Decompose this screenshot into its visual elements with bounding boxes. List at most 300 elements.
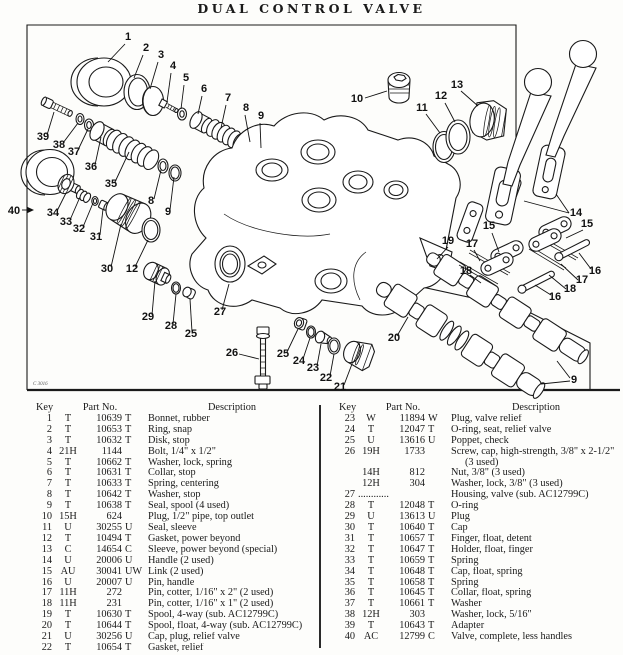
cell-part-prefix: 11H <box>59 598 77 610</box>
callout-number: 6 <box>200 83 208 95</box>
cell-key: 21 <box>41 631 52 643</box>
cell-part-suffix: T <box>428 587 435 599</box>
part-10-pipe-plug <box>388 73 410 104</box>
cell-part-number: 13613 <box>399 511 425 523</box>
cell-part-suffix: T <box>428 423 435 435</box>
header-description: Description <box>207 402 257 413</box>
cell-part-suffix: T <box>125 467 132 479</box>
cell-part-number: 10632 <box>96 434 122 446</box>
table-row <box>333 567 621 578</box>
cell-part-number: 30041 <box>96 565 122 577</box>
table-row <box>333 523 621 534</box>
callout-number: 32 <box>72 223 86 235</box>
cell-description: Bolt, 1/4" x 1/2" <box>148 446 216 457</box>
cell-part-suffix: T <box>428 532 435 544</box>
cell-description: Spool, 4-way (sub. AC12799C) <box>148 610 279 621</box>
cell-description: Seal, sleeve <box>148 522 197 533</box>
table-row <box>333 578 621 589</box>
cell-part-prefix: 12H <box>362 609 380 621</box>
cell-description: Spring <box>451 577 479 588</box>
cell-part-suffix: T <box>428 500 435 512</box>
cell-key: 13 <box>41 543 52 555</box>
cell-part-number: 1733 <box>404 445 425 457</box>
table-row <box>333 501 621 512</box>
cell-description: Cap, float, spring <box>451 566 523 577</box>
cell-key: 25 <box>344 434 355 446</box>
cell-part-suffix: T <box>125 412 132 424</box>
cell-part-suffix: C <box>125 543 132 555</box>
callout-number: 18 <box>563 283 577 295</box>
callout-number: 21 <box>333 381 347 393</box>
table-row <box>30 523 316 534</box>
cell-key: 10 <box>41 511 52 523</box>
part-5-lock-washer <box>178 108 187 120</box>
cell-part-number: 10662 <box>96 456 122 468</box>
cell-part-prefix: ............ <box>358 489 389 501</box>
table-row <box>30 621 316 632</box>
cell-description: Washer, lock, 5/16" <box>451 610 532 621</box>
cell-description: Pin, handle <box>148 577 195 588</box>
table-row <box>333 447 621 469</box>
cell-key: 18 <box>41 598 52 610</box>
cell-part-number: 231 <box>106 598 122 610</box>
cell-key: 29 <box>344 511 355 523</box>
cell-part-prefix: T <box>367 521 375 533</box>
cell-description: Spring <box>451 555 479 566</box>
cell-key: 7 <box>46 478 52 490</box>
cell-part-prefix: W <box>366 412 376 424</box>
cell-part-prefix: T <box>64 532 72 544</box>
cell-part-prefix: T <box>367 423 375 435</box>
cell-key: 38 <box>344 609 355 621</box>
callout-number: 25 <box>276 348 290 360</box>
header-key: Key <box>36 402 54 413</box>
cell-part-suffix: T <box>428 554 435 566</box>
table-column-divider <box>319 405 321 648</box>
cell-key: 30 <box>344 521 355 533</box>
callout-number: 17 <box>575 274 589 286</box>
callout-number: 36 <box>84 161 98 173</box>
cell-part-suffix <box>125 447 145 458</box>
cell-part-prefix: T <box>64 434 72 446</box>
cell-part-number: 1144 <box>101 445 122 457</box>
callout-number: 8 <box>147 195 155 207</box>
cell-part-suffix: UW <box>125 565 143 577</box>
cell-part-prefix: T <box>64 489 72 501</box>
cell-part-number: 12047 <box>399 423 425 435</box>
parts-table-left <box>30 403 316 654</box>
cell-part-number: 624 <box>106 511 122 523</box>
cell-key: 14 <box>41 554 52 566</box>
table-row <box>333 534 621 545</box>
callout-number: 12 <box>434 90 448 102</box>
callout-number: 14 <box>569 207 583 219</box>
cell-key <box>333 468 355 479</box>
callout-number: 37 <box>67 146 81 158</box>
cell-part-number: 10640 <box>399 521 425 533</box>
cell-part-number: 10638 <box>96 500 122 512</box>
cell-key: 16 <box>41 576 52 588</box>
cell-part-prefix: T <box>64 609 72 621</box>
part-25b-check-poppet <box>293 316 308 330</box>
table-row <box>30 436 316 447</box>
cell-part-number: 12048 <box>399 500 425 512</box>
callout-number: 33 <box>59 216 73 228</box>
cell-key: 37 <box>344 598 355 610</box>
cell-part-prefix: U <box>64 631 72 643</box>
cell-part-number: 10639 <box>96 412 122 424</box>
cell-part-suffix: U <box>125 576 133 588</box>
cell-part-number: 12799 <box>399 631 425 643</box>
callout-number: 29 <box>141 311 155 323</box>
cell-key: 22 <box>41 641 52 653</box>
cell-part-suffix: U <box>125 554 133 566</box>
callout-number: 16 <box>588 265 602 277</box>
cell-part-prefix: T <box>367 543 375 555</box>
cell-part-number: 30255 <box>96 521 122 533</box>
part-12a-gasket <box>446 120 470 154</box>
cell-part-number: 13616 <box>399 434 425 446</box>
cell-description: Pin, cotter, 1/16" x 2" (2 used) <box>148 588 274 599</box>
cell-description: Cap <box>451 522 468 533</box>
cell-key: 39 <box>344 620 355 632</box>
callout-number: 35 <box>104 178 118 190</box>
cell-part-number: 10633 <box>96 478 122 490</box>
header-part-no: Part No. <box>385 402 421 413</box>
cell-part-prefix: U <box>64 554 72 566</box>
cell-part-suffix: T <box>125 641 132 653</box>
cell-description: Collar, float, spring <box>451 588 532 599</box>
cell-key: 32 <box>344 543 355 555</box>
cell-part-number: 303 <box>409 609 425 621</box>
table-row <box>333 610 621 621</box>
cell-part-number: 304 <box>409 478 425 490</box>
table-row <box>30 599 316 610</box>
cell-part-suffix: T <box>125 620 132 632</box>
cell-key: 26 <box>344 445 355 457</box>
cell-key: 24 <box>344 423 355 435</box>
callout-number: 4 <box>169 60 177 72</box>
cell-description: Screw, cap, high-strength, 3/8" x 2-1/2" (3 used) <box>451 446 615 468</box>
parts-table-right <box>333 403 621 643</box>
cell-description: Washer, stop <box>148 490 201 501</box>
cell-part-prefix: T <box>64 467 72 479</box>
cell-part-suffix: T <box>125 489 132 501</box>
table-row <box>30 643 316 654</box>
table-row <box>30 414 316 425</box>
part-1-bonnet <box>71 58 131 106</box>
part-16-handle-pins <box>517 238 591 295</box>
cell-part-suffix: C <box>428 631 435 643</box>
callout-number: 27 <box>213 306 227 318</box>
cell-part-suffix: T <box>428 521 435 533</box>
cell-part-prefix: T <box>367 500 375 512</box>
cell-description: Adapter <box>451 621 485 632</box>
callout-number: 8 <box>242 102 250 114</box>
cell-key: 2 <box>46 423 52 435</box>
cell-part-suffix: T <box>428 620 435 632</box>
cell-key: 23 <box>344 412 355 424</box>
table-row <box>333 545 621 556</box>
callout-number: 34 <box>46 207 60 219</box>
callout-number: 3 <box>157 49 165 61</box>
cell-part-prefix: T <box>367 620 375 632</box>
cell-part-number: 10642 <box>96 489 122 501</box>
callout-number: 7 <box>224 92 232 104</box>
cell-key: 35 <box>344 576 355 588</box>
cell-description: O-ring <box>451 501 479 512</box>
header-part-no: Part No. <box>82 402 118 413</box>
cell-part-number: 10657 <box>399 532 425 544</box>
cell-part-suffix <box>125 588 145 599</box>
table-row <box>333 436 621 447</box>
cell-part-number: 10647 <box>399 543 425 555</box>
cell-key: 9 <box>46 500 52 512</box>
callout-number: 20 <box>387 332 401 344</box>
cell-part-prefix: 19H <box>362 445 380 457</box>
table-row <box>30 534 316 545</box>
cell-key: 31 <box>344 532 355 544</box>
cell-key: 5 <box>46 456 52 468</box>
cell-key: 19 <box>41 609 52 621</box>
callout-number: 2 <box>142 42 150 54</box>
cell-key: 28 <box>344 500 355 512</box>
cell-part-prefix: U <box>367 511 375 523</box>
callout-40-arrowhead <box>27 207 34 213</box>
cell-part-prefix: 15H <box>59 511 77 523</box>
part-25a-poppet <box>181 286 196 300</box>
cell-part-number: 10630 <box>96 609 122 621</box>
table-row <box>30 458 316 469</box>
cell-part-number: 20006 <box>96 554 122 566</box>
cell-key: 11 <box>42 521 52 533</box>
callout-number: 9 <box>257 110 265 122</box>
cell-part-suffix <box>428 479 448 490</box>
callout-number: 18 <box>459 265 473 277</box>
cell-part-prefix: T <box>64 456 72 468</box>
callout-number: 24 <box>292 355 306 367</box>
cell-part-suffix: T <box>125 456 132 468</box>
callout-number: 5 <box>182 72 190 84</box>
table-row <box>333 425 621 436</box>
part-13-power-beyond-sleeve <box>467 97 509 143</box>
callout-number: 39 <box>36 131 50 143</box>
callout-number: 10 <box>350 93 364 105</box>
cell-key: 34 <box>344 565 355 577</box>
cell-description: Pin, cotter, 1/16" x 1" (2 used) <box>148 599 274 610</box>
cell-part-prefix: T <box>64 500 72 512</box>
cell-part-prefix: U <box>64 521 72 533</box>
cell-part-prefix: T <box>367 576 375 588</box>
cell-part-number: 10494 <box>96 532 122 544</box>
callout-number: 23 <box>306 362 320 374</box>
cell-key: 6 <box>46 467 52 479</box>
part-35-float-spring <box>103 128 161 172</box>
cell-description: Sleeve, power beyond (special) <box>148 544 278 555</box>
cell-part-suffix: T <box>125 434 132 446</box>
cell-description: Nut, 3/8" (3 used) <box>451 468 525 479</box>
cell-part-number: 812 <box>409 467 425 479</box>
cell-part-prefix: U <box>64 576 72 588</box>
cell-description: Seal, spool (4 used) <box>148 501 230 512</box>
cell-part-prefix: T <box>64 478 72 490</box>
callout-number: 15 <box>580 218 594 230</box>
cell-key: 1 <box>46 412 52 424</box>
part-26-cap-screw <box>255 327 270 389</box>
cell-description: Collar, stop <box>148 468 196 479</box>
table-row <box>30 490 316 501</box>
part-12b-gasket <box>142 218 160 242</box>
table-row <box>333 414 621 425</box>
callout-number: 11 <box>416 102 428 114</box>
table-row <box>333 588 621 599</box>
cell-part-suffix: U <box>125 631 133 643</box>
cell-key: 33 <box>344 554 355 566</box>
plate-code: C 3016 <box>33 382 48 387</box>
cell-part-number: 10653 <box>96 423 122 435</box>
header-key: Key <box>339 402 357 413</box>
cell-description: Plug, valve relief <box>451 413 522 424</box>
cell-description: Housing, valve (sub. AC12799C) <box>451 490 589 501</box>
cell-part-number: 272 <box>106 587 122 599</box>
cell-part-number: 10659 <box>399 554 425 566</box>
callout-number: 13 <box>450 79 464 91</box>
table-header <box>30 403 316 414</box>
cell-key: 40 <box>344 631 355 643</box>
table-row <box>333 512 621 523</box>
cell-description: Washer <box>451 599 482 610</box>
cell-key: 15 <box>41 565 52 577</box>
table-row <box>333 556 621 567</box>
cell-description: Washer, lock, spring <box>148 457 232 468</box>
table-row <box>30 556 316 567</box>
callout-number: 16 <box>548 291 562 303</box>
callout-number: 17 <box>465 238 479 250</box>
callout-number: 40 <box>7 205 21 217</box>
cell-part-prefix: AU <box>60 565 76 577</box>
cell-description: Valve, complete, less handles <box>451 632 572 643</box>
cell-part-number: 14654 <box>96 543 122 555</box>
cell-part-suffix: U <box>125 521 133 533</box>
table-body <box>333 414 621 643</box>
table-row <box>333 490 621 501</box>
callout-number: 19 <box>441 235 455 247</box>
cell-description: Spool, float, 4-way (sub. AC12799C) <box>148 621 303 632</box>
cell-part-suffix: T <box>125 478 132 490</box>
cell-description: Washer, lock, 3/8" (3 used) <box>451 479 563 490</box>
part-21-relief-cap <box>340 336 377 372</box>
callout-number: 1 <box>124 31 132 43</box>
cell-part-suffix: U <box>428 434 436 446</box>
cell-key: 17 <box>41 587 52 599</box>
cell-part-suffix: T <box>428 565 435 577</box>
cell-part-prefix: AC <box>363 631 379 643</box>
part-3-stop-disk <box>143 87 164 116</box>
cell-part-number: 10645 <box>399 587 425 599</box>
cell-part-number: 10661 <box>399 598 425 610</box>
cell-description: Holder, float, finger <box>451 544 533 555</box>
table-row <box>333 632 621 643</box>
callout-number: 30 <box>100 263 114 275</box>
callout-number: 31 <box>89 231 103 243</box>
cell-key: 36 <box>344 587 355 599</box>
cell-part-suffix: T <box>125 609 132 621</box>
cell-part-suffix: T <box>125 500 132 512</box>
cell-description: Plug <box>451 512 470 523</box>
table-body <box>30 414 316 654</box>
cell-description: Ring, snap <box>148 424 193 435</box>
cell-description: Poppet, check <box>451 435 509 446</box>
part-38-lock-washer <box>76 114 84 125</box>
cell-part-prefix: 12H <box>362 478 380 490</box>
cell-part-prefix: T <box>367 532 375 544</box>
cell-description: Disk, stop <box>148 435 190 446</box>
cell-key: 3 <box>46 434 52 446</box>
callout-number: 28 <box>164 320 178 332</box>
cell-description: Plug, 1/2" pipe, top outlet <box>148 512 255 523</box>
cell-description: Spring, centering <box>148 479 219 490</box>
cell-part-prefix: 21H <box>59 445 77 457</box>
cell-part-number: 20007 <box>96 576 122 588</box>
cell-description: Gasket, relief <box>148 642 204 653</box>
callout-number: 26 <box>225 347 239 359</box>
cell-part-prefix: U <box>367 434 375 446</box>
callout-number: 12 <box>125 263 139 275</box>
callout-number: 25 <box>184 328 198 340</box>
cell-part-prefix: 14H <box>362 467 380 479</box>
table-row <box>30 447 316 458</box>
part-24-oring-seat <box>307 326 316 338</box>
cell-part-suffix: W <box>428 412 438 424</box>
cell-description: Gasket, power beyond <box>148 533 241 544</box>
callout-number: 9 <box>570 374 578 386</box>
cell-part-number: 10648 <box>399 565 425 577</box>
cell-part-suffix: T <box>428 576 435 588</box>
part-22-relief-gasket <box>328 338 340 354</box>
cell-part-prefix: T <box>64 423 72 435</box>
cell-part-prefix: T <box>367 587 375 599</box>
callout-number: 9 <box>164 206 172 218</box>
cell-key: 8 <box>46 489 52 501</box>
page-title: DUAL CONTROL VALVE <box>197 1 426 16</box>
cell-key: 27 <box>344 489 355 501</box>
table-row <box>30 545 316 556</box>
cell-description: O-ring, seat, relief valve <box>451 424 552 435</box>
cell-part-prefix: T <box>367 598 375 610</box>
part-8b-stop-washer <box>158 159 168 173</box>
cell-part-prefix: 11H <box>59 587 77 599</box>
table-header <box>333 403 621 414</box>
table-row <box>30 567 316 578</box>
part-9b-spool-seal <box>169 165 181 181</box>
cell-part-prefix: T <box>367 565 375 577</box>
cell-key: 4 <box>46 445 52 457</box>
callout-number: 15 <box>482 220 496 232</box>
table-row <box>30 512 316 523</box>
table-row <box>30 425 316 436</box>
cell-key: 12 <box>41 532 52 544</box>
cell-part-number: 30256 <box>96 631 122 643</box>
part-39-adapter-bolt <box>40 96 74 118</box>
part-28-oring <box>172 282 181 294</box>
table-row <box>30 632 316 643</box>
cell-part-prefix: T <box>367 554 375 566</box>
cell-key: 20 <box>41 620 52 632</box>
cell-part-suffix: T <box>125 532 132 544</box>
callout-number: 38 <box>52 139 66 151</box>
cell-part-suffix: T <box>428 543 435 555</box>
table-row <box>30 468 316 479</box>
